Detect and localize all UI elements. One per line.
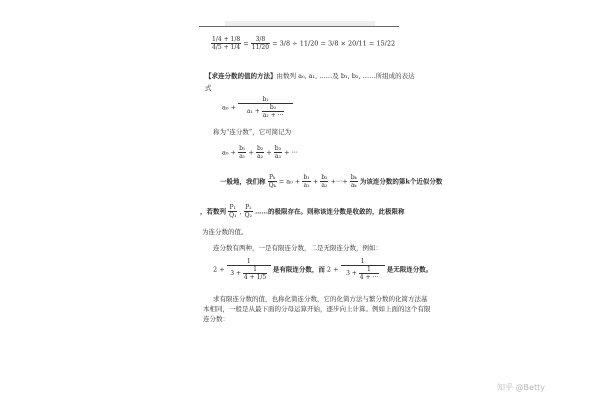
section-heading-line bbox=[205, 72, 415, 80]
sequence-line: ，若数列 $\frac{\text{P₁}}{\text{Q₁}}$ , $\frac{\text{P₂}}{\text{Q₂}}$ ……的极限存在。则称该连分数是收敛的，此极限称 bbox=[200, 204, 405, 219]
cf-general-formula: a₀ + b₁ a₁ + $\frac{\text{b₂}}{\text{a₂ + ···}}$ bbox=[222, 96, 293, 119]
final-para-line-3: 连分数： bbox=[203, 315, 229, 323]
final-para-line-2: 本相同，一般是从最下面的分母运算开始，逐步向上计算。例如上面的这个有限 bbox=[203, 305, 431, 313]
types-text: 连分数有两种，一是有限连分数，二是无限连分数，例如： bbox=[213, 244, 382, 252]
section-text-end: 式 bbox=[205, 84, 212, 92]
final-para-line-1: 求有限连分数的值，也称化简连分数，它的化简方法与繁分数的化简方法基 bbox=[213, 295, 428, 303]
formula-complex-fraction: $\frac{1/4 + 1/8}{4/5 + 1/4}$ = $\frac{3/8}{11/20}$ = 3/8 ÷ 11/20 = 3/8 × 20/11 = 15/22 bbox=[212, 36, 396, 51]
approximant-line: 一般地，我们称 $\frac{\text{Pₖ}}{\text{Qₖ}}$ = a₀ + $\frac{\text{b₁}}{\text{a₁}}$ + $\frac{\text{b₂}}{\text{a₂}}$ +···+ $\frac{\text{bₖ}}{\text{aₖ}}$ 为该连分数的第k个近似分数 bbox=[220, 174, 443, 189]
watermark-text: 知乎 @Betty bbox=[497, 383, 545, 392]
example-finite: 2 + 1 3 + $\frac{1}{4 + 1/5}$ 是有限连分数，而 2 + 1 3 + $\frac{1}{4 + \cdot\cdot\cdot}$ 是无限连分数。 bbox=[213, 258, 433, 281]
cf-called-text: 称为“连分数”，它可简记为 bbox=[213, 128, 292, 136]
section-text: 由数列 a₀, a₁, ……及 b₁, b₂, ……所组成的表达 bbox=[276, 72, 415, 80]
top-rule bbox=[199, 26, 399, 27]
cf-short-formula: a₀ + $\frac{\text{b₁}}{\text{a₁}}$ + $\frac{\text{b₂}}{\text{a₂}}$ + $\frac{\text{b₃}}{\text{a₃}}$ + ··· bbox=[222, 145, 298, 160]
value-line: 为连分数的值。 bbox=[202, 228, 248, 236]
section-heading: 【求连分数的值的方法】 bbox=[205, 72, 277, 80]
